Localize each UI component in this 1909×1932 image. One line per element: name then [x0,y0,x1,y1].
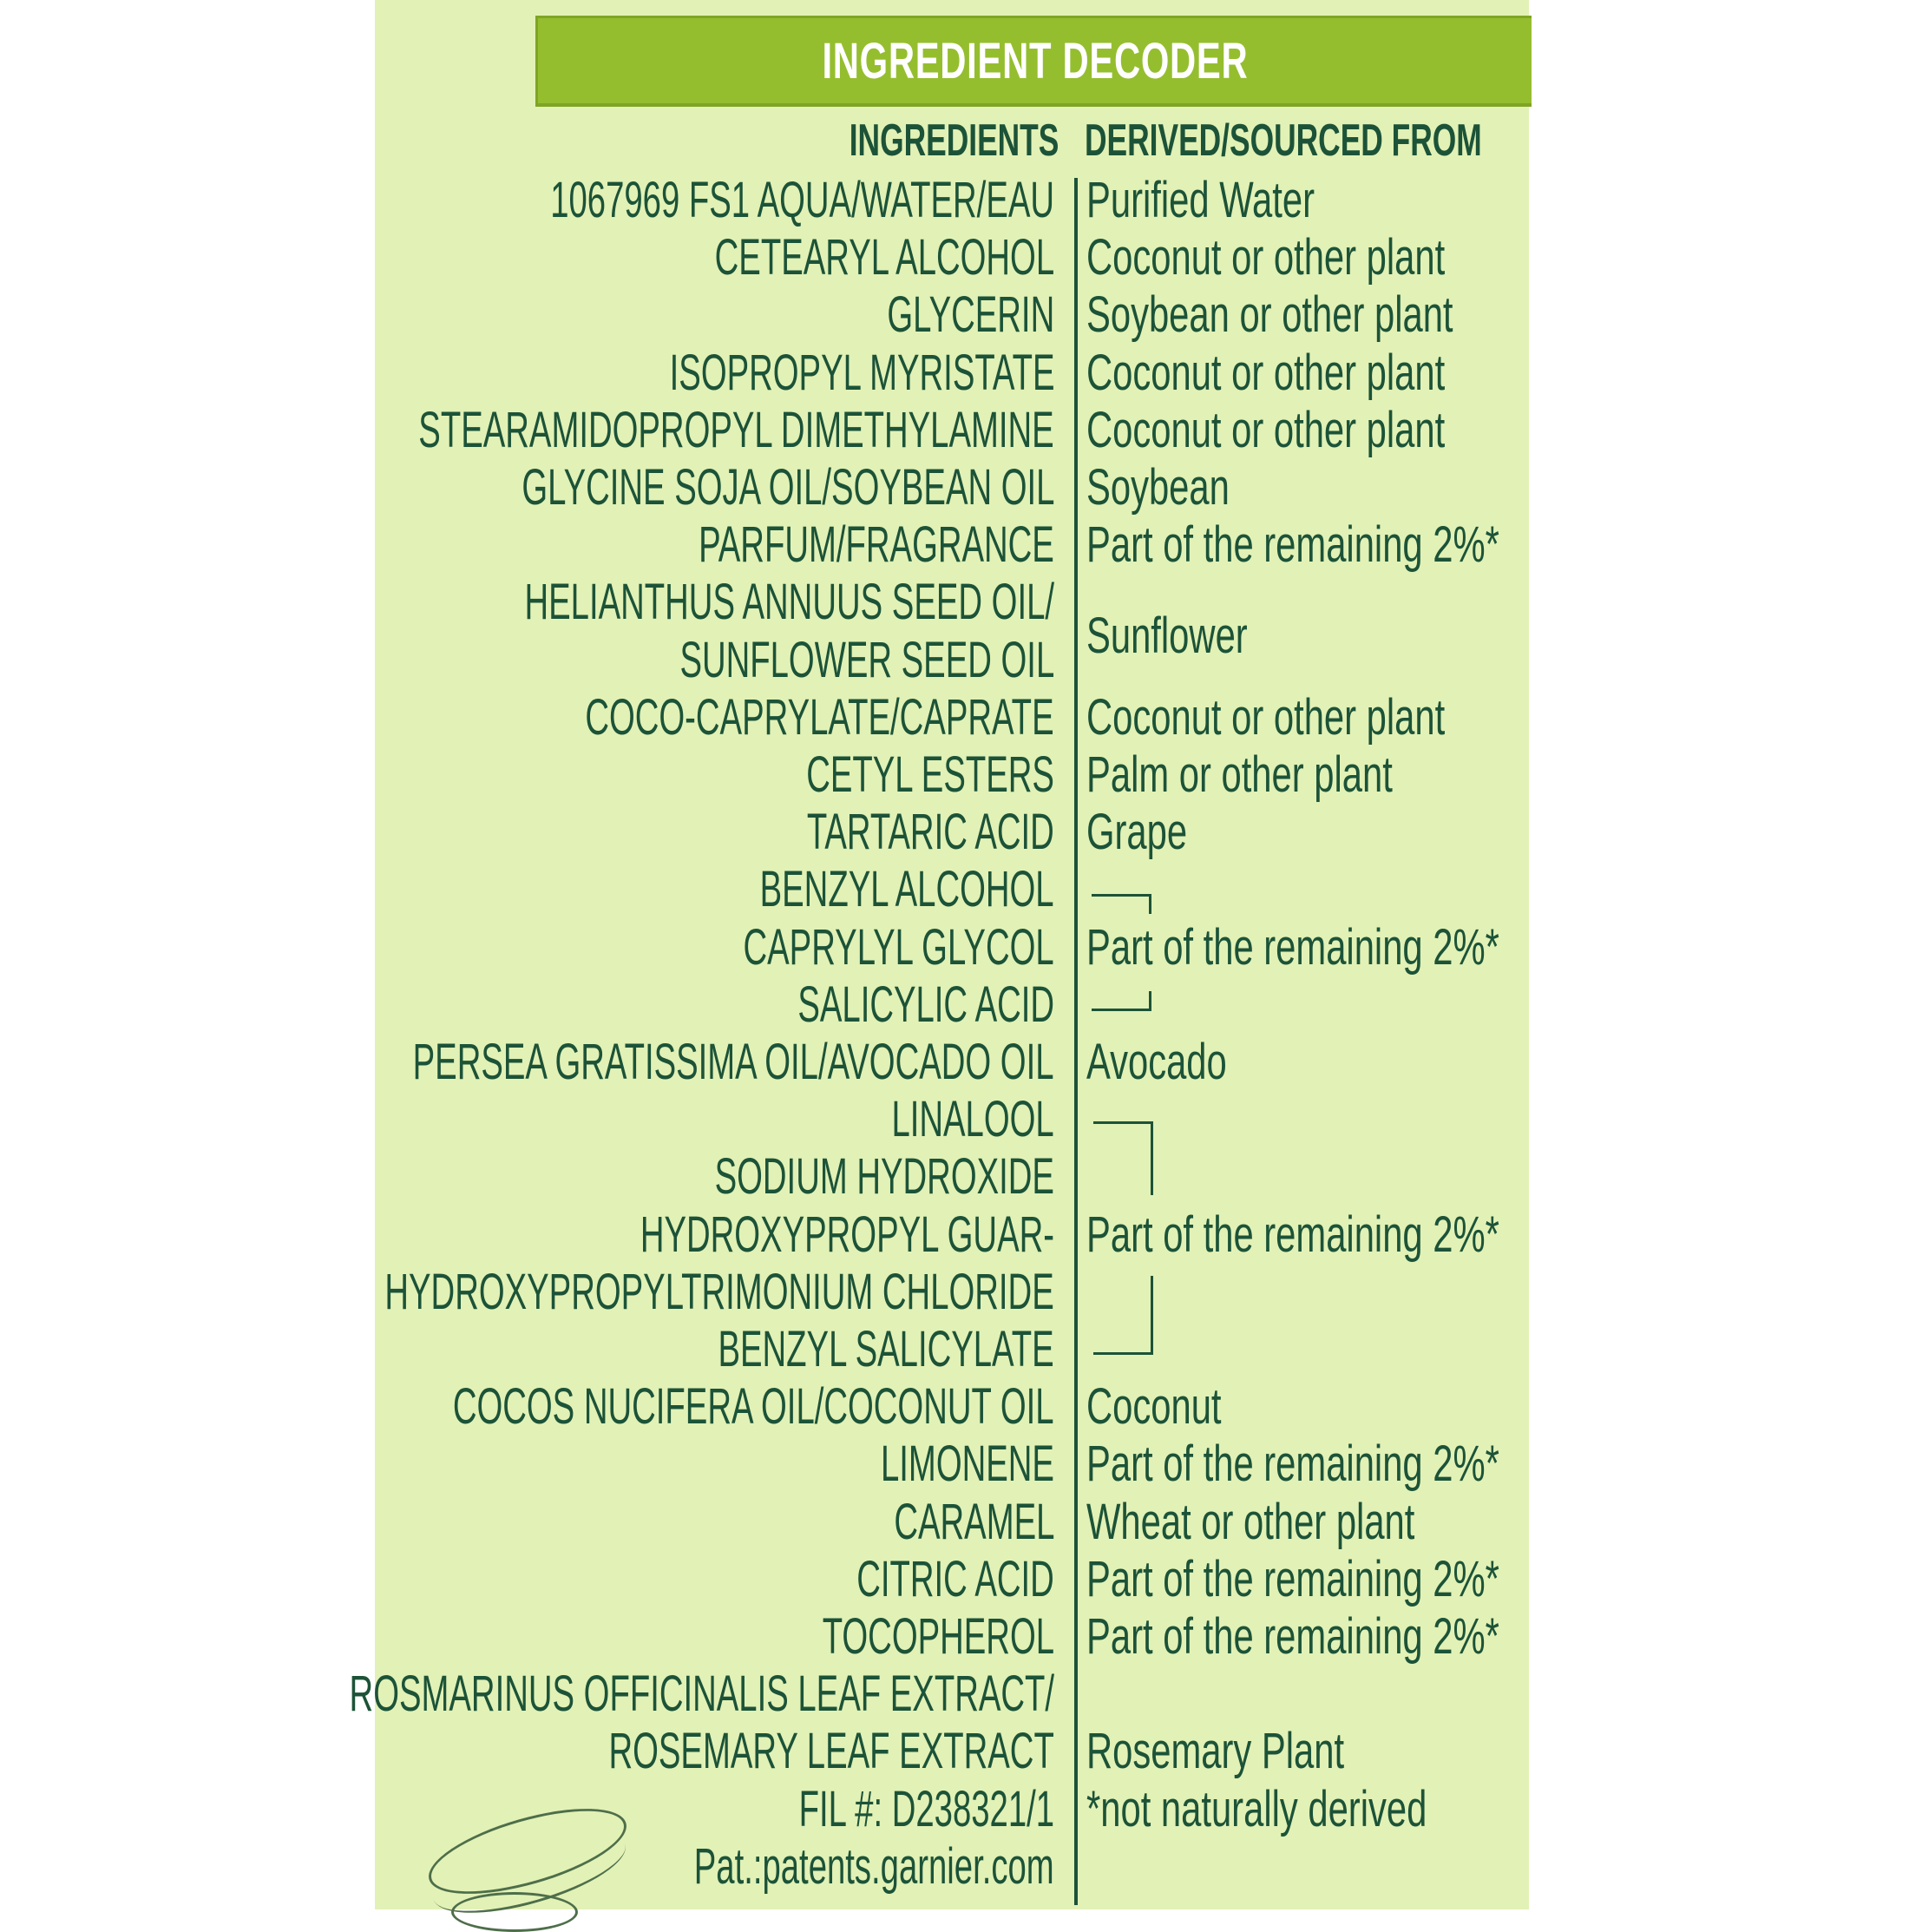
decoder-title: INGREDIENT DECODER [822,32,1248,89]
ingredient-name: TOCOPHEROL [822,1608,1054,1665]
ingredient-source: Part of the remaining 2%* [1086,1206,1499,1263]
table-row [0,1838,1909,1896]
ingredient-name: STEARAMIDOPROPYL DIMETHYLAMINE [418,401,1054,458]
ingredient-name: PERSEA GRATISSIMA OIL/AVOCADO OIL [413,1034,1054,1090]
ingredient-source: Avocado [1086,1034,1227,1090]
ingredient-name: CETYL ESTERS [806,746,1054,803]
ingredient-name: Pat.:patents.garnier.com [694,1837,1054,1895]
ingredient-name: BENZYL ALCOHOL [760,861,1054,918]
ingredient-source: *not naturally derived [1086,1780,1427,1837]
ingredient-name: GLYCINE SOJA OIL/SOYBEAN OIL [521,459,1054,516]
ingredient-name: HYDROXYPROPYLTRIMONIUM CHLORIDE [384,1263,1054,1320]
table-row [0,1666,1909,1723]
ingredient-name: CAPRYLYL GLYCOL [743,918,1054,976]
ingredient-source: Coconut or other plant [1086,688,1446,746]
decoder-header [535,16,1532,107]
table-row [0,861,1909,918]
table-row [0,1321,1909,1378]
ingredient-source: Palm or other plant [1086,746,1393,803]
ingredient-source: Wheat or other plant [1086,1493,1415,1550]
ingredient-name: COCO-CAPRYLATE/CAPRATE [585,688,1054,746]
ingredient-source: Rosemary Plant [1086,1723,1345,1780]
ingredient-source: Coconut or other plant [1086,344,1446,401]
ingredient-source: Coconut or other plant [1086,401,1446,458]
table-row [0,804,1909,861]
ingredient-name: ROSMARINUS OFFICINALIS LEAF EXTRACT/ [349,1666,1054,1723]
table-row [0,172,1909,229]
ingredient-name: CARAMEL [893,1493,1054,1550]
table-row [0,1494,1909,1551]
ingredient-source: Purified Water [1086,172,1315,228]
table-row [0,746,1909,804]
ingredient-source: Part of the remaining 2%* [1086,918,1499,976]
ingredient-name: ISOPROPYL MYRISTATE [669,344,1054,401]
table-row [0,286,1909,344]
ingredient-name: CITRIC ACID [856,1550,1054,1607]
table-row [0,632,1909,689]
ingredient-name: HELIANTHUS ANNUUS SEED OIL/ [524,574,1054,631]
table-row [0,1091,1909,1148]
ingredient-source: Coconut or other plant [1086,229,1446,286]
table-row [0,1206,1909,1264]
table-row [0,1378,1909,1436]
table-row [0,1551,1909,1608]
ingredient-name: SALICYLIC ACID [797,976,1054,1033]
ingredient-name: 1067969 FS1 AQUA/WATER/EAU [550,172,1054,228]
bracket-group-1-top [1092,894,1151,914]
ingredient-source: Part of the remaining 2%* [1086,516,1499,574]
table-row [0,1148,1909,1206]
ingredient-name: HYDROXYPROPYL GUAR- [640,1206,1054,1263]
ingredient-name: SODIUM HYDROXIDE [714,1148,1054,1206]
table-row [0,574,1909,631]
sunflower-source: Sunflower [1086,608,1248,664]
jar-base [451,1892,578,1932]
ingredient-source: Soybean [1086,459,1230,516]
ingredient-name: COCOS NUCIFERA OIL/COCONUT OIL [453,1378,1054,1436]
ingredient-name: LIMONENE [881,1436,1054,1493]
bracket-group-2-top [1093,1121,1153,1195]
table-row [0,1723,1909,1780]
ingredient-name: CETEARYL ALCOHOL [714,229,1054,286]
derived-column-header: DERIVED/SOURCED FROM [1085,115,1482,166]
ingredient-name: ROSEMARY LEAF EXTRACT [608,1723,1054,1780]
ingredient-source: Coconut [1086,1378,1222,1436]
table-row [0,229,1909,286]
ingredient-source: Soybean or other plant [1086,286,1453,344]
table-row [0,516,1909,574]
ingredient-source: Part of the remaining 2%* [1086,1550,1499,1607]
ingredient-name: LINALOOL [891,1091,1054,1148]
table-row [0,345,1909,402]
table-row [0,1608,1909,1666]
table-row [0,459,1909,516]
bracket-group-2-bottom [1093,1276,1153,1355]
table-row [0,1264,1909,1321]
ingredient-name: GLYCERIN [887,286,1054,344]
table-row [0,1781,1909,1838]
ingredient-name: TARTARIC ACID [806,804,1054,861]
table-row [0,1034,1909,1091]
ingredients-column-header: INGREDIENTS [849,115,1059,166]
ingredient-name: SUNFLOWER SEED OIL [679,631,1054,688]
bracket-group-1-bottom [1092,991,1151,1011]
table-row [0,689,1909,746]
ingredient-source: Grape [1086,804,1188,861]
table-row [0,919,1909,976]
ingredient-name: BENZYL SALICYLATE [718,1321,1054,1377]
ingredient-name: PARFUM/FRAGRANCE [699,516,1054,574]
table-row [0,976,1909,1034]
ingredient-source: Part of the remaining 2%* [1086,1436,1499,1493]
table-row [0,402,1909,459]
table-row [0,1436,1909,1493]
ingredient-source: Part of the remaining 2%* [1086,1608,1499,1665]
ingredient-name: FIL #: D238321/1 [798,1780,1054,1837]
